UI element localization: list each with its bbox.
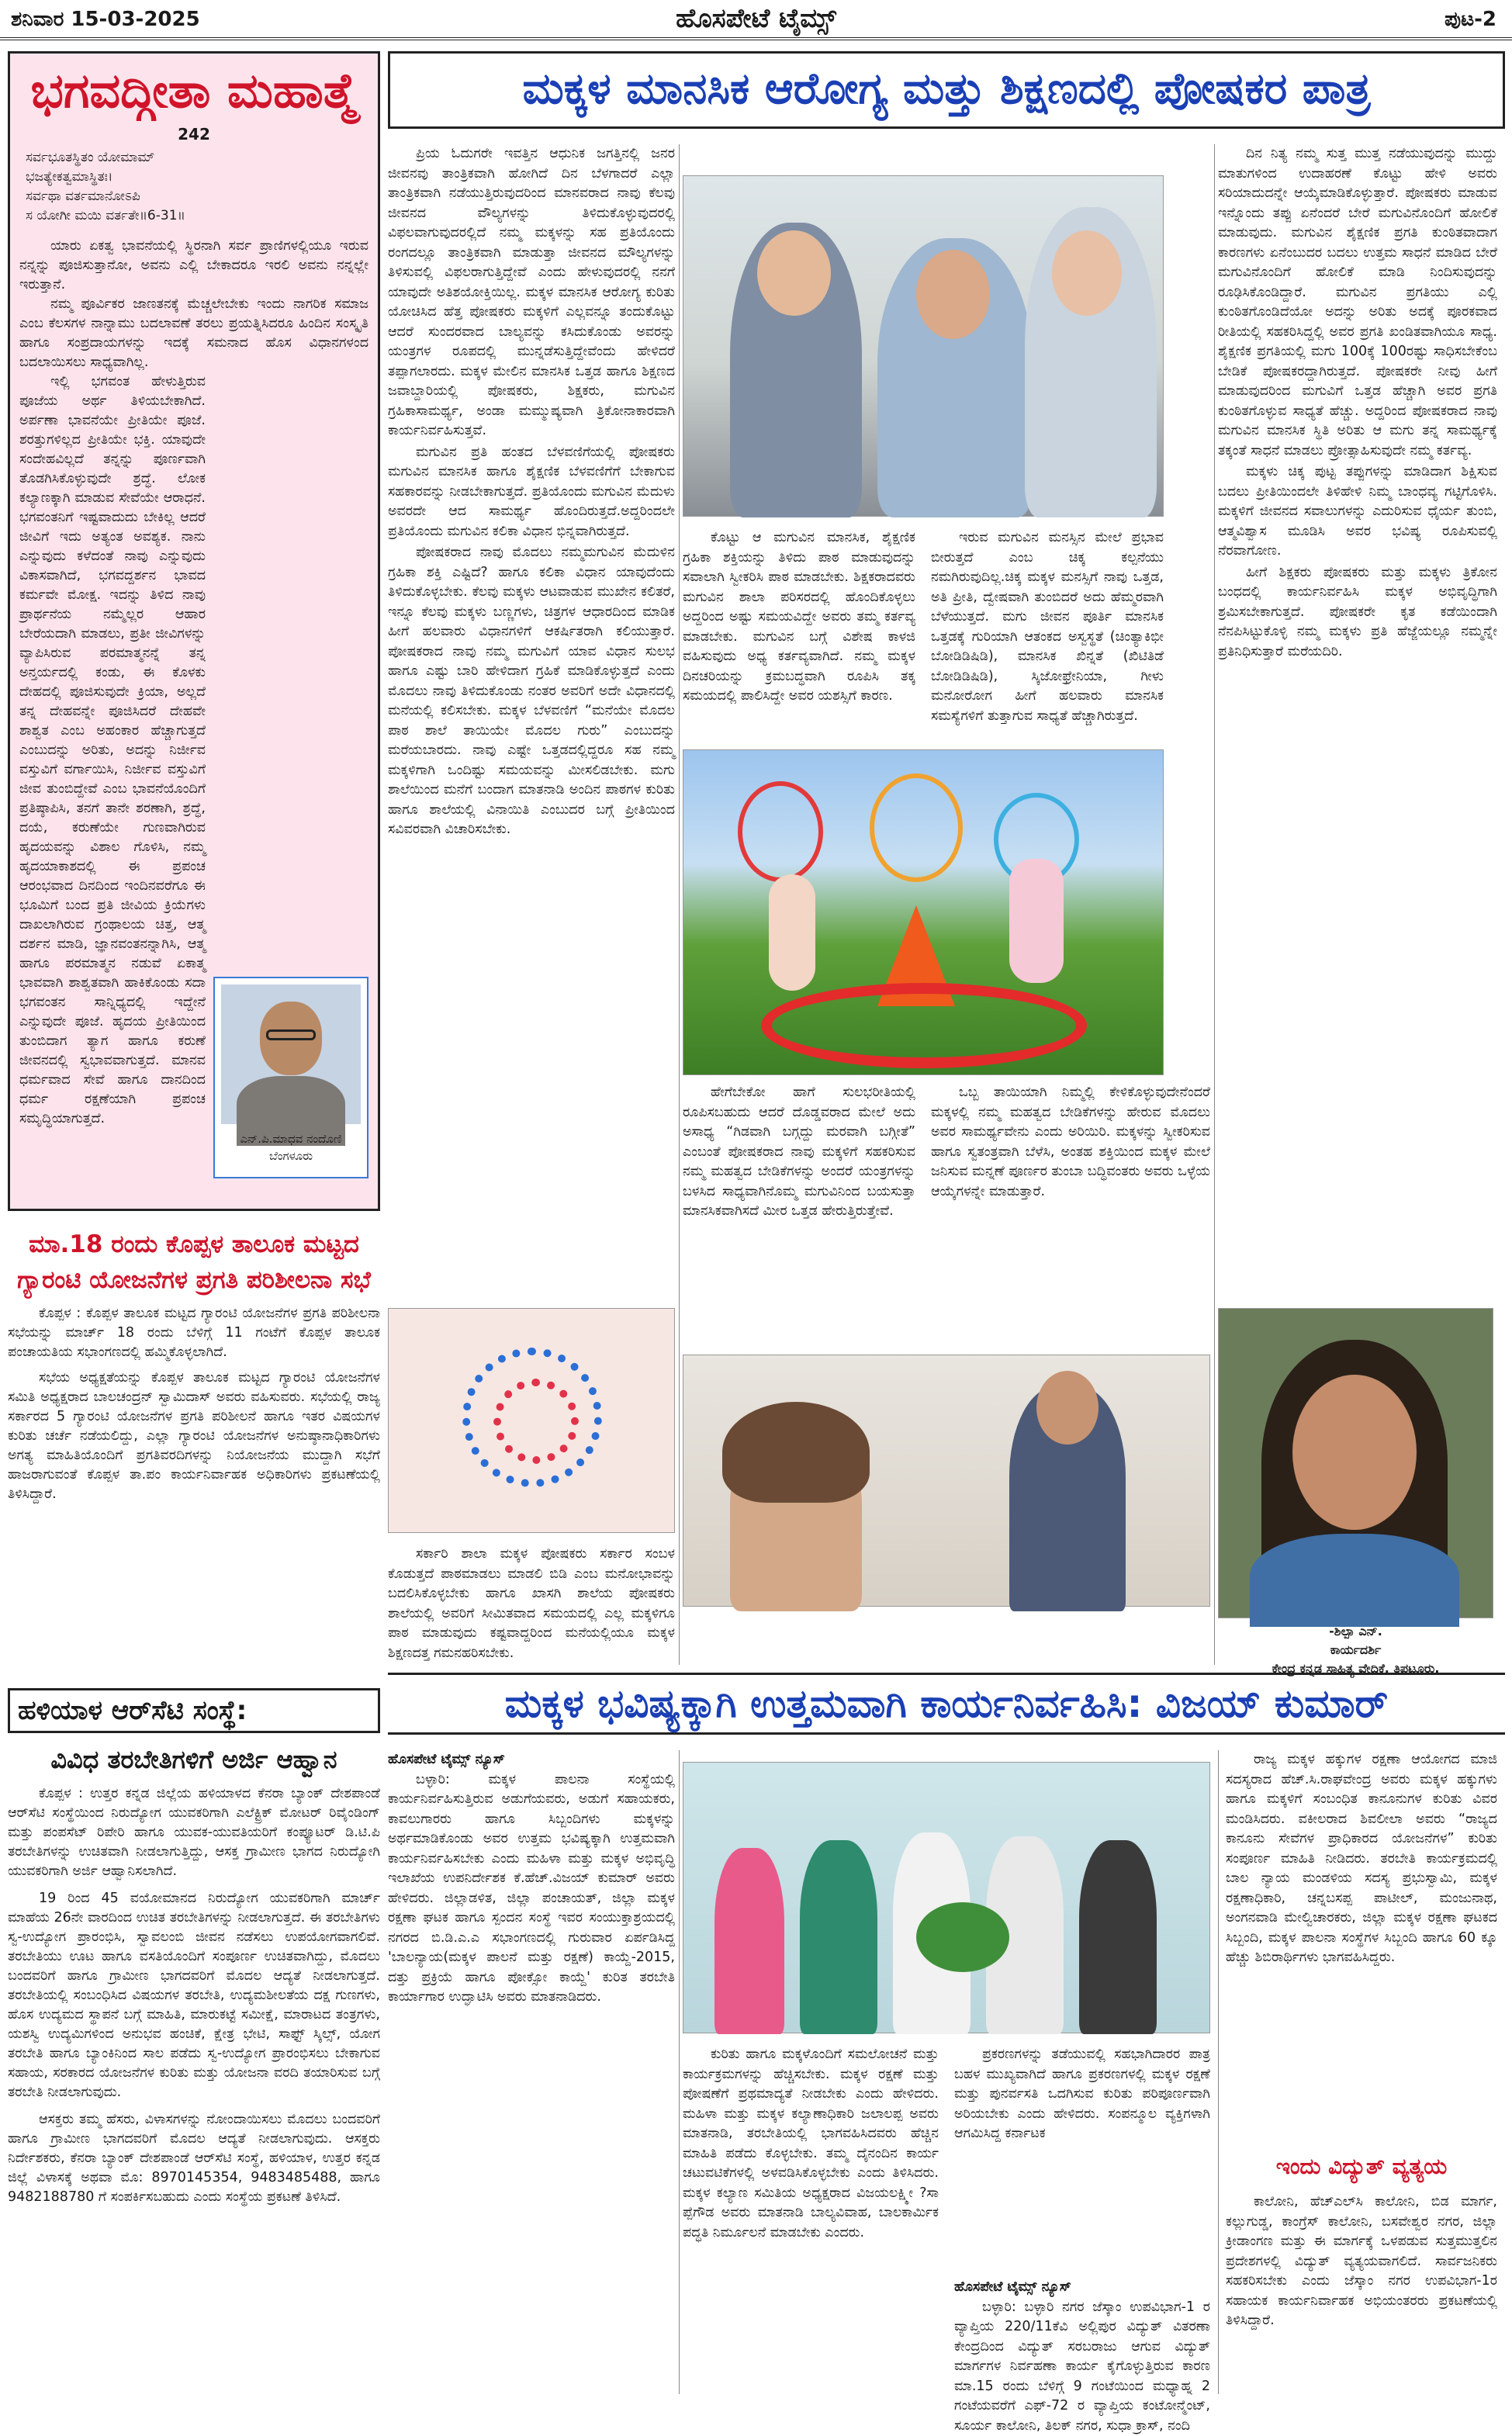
caption-role: ಕಾರ್ಯದರ್ಶಿ [1218, 1641, 1493, 1659]
caption-org: ಕೇಂದ್ರ ಕನ್ನಡ ಸಾಹಿತ್ಯ ವೇದಿಕೆ, ತಿಪಟೂರು. [1218, 1659, 1493, 1678]
main-article-para-9: ದಿನ ನಿತ್ಯ ನಮ್ಮ ಸುತ್ತ ಮುತ್ತ ನಡೆಯುವುದನ್ನು ಮುದ್ದು ಮಾತುಗಳಿಂದ ಉದಾಹರಣೆ ಕೊಟ್ಟು ಹೇಳಿ ಅವರು ಸರಿಯಾದುದನ್ನೇ ಆಯ್ಕೆಮಾಡಿಕೊಳ್ಳುತ್ತಾರೆ. ಪೋಷಕರು ಮಾಡುವ ಇನ್ನೊಂದು ತಪ್ಪು ಏನೆಂದರೆ ಬೇರೆ ಮಗುವಿನೊಂದಿಗೆ ಹೋಲಿಕೆ ಮಾಡುವುದು. ಮಗುವಿನ ಶೈಕ್ಷಣಿಕ ಪ್ರಗತಿ ಕುಂಠಿತವಾದಾಗ ಕಾರಣಗಳು ಏನೆಂಬುದರ ಬದಲು ಉತ್ತಮ ಸಾಧನೆ ಮಾಡಿದ ಬೇರೆ ಮಗುವಿನೊಂದಿಗೆ ಹೋಲಿಕೆ ಮಾಡಿ ನಿಂದಿಸುವುದನ್ನು ರೂಢಿಸಿಕೊಂಡಿದ್ದಾರೆ. ಮಗುವಿನ ಪ್ರಗತಿಯು ಎಲ್ಲಿ ಕುಂಠಿತಗೊಂಡಿದೆಯೋ ಅದನ್ನು ಅರಿತು ಅದಕ್ಕೆ ಪೂರಕವಾದ ರೀತಿಯಲ್ಲಿ ಸಹಕರಿಸಿದ್ದಲ್ಲಿ ಅವರ ಪ್ರಗತಿ ಖಂಡಿತವಾಗಿಯೂ ಸಾಧ್ಯ. ಶೈಕ್ಷಣಿಕ ಪ್ರಗತಿಯಲ್ಲಿ ಮಗು 100ಕ್ಕೆ 100ರಷ್ಟು ಸಾಧಿಸಬೇಕೆಂಬ ಬೇಡಿಕೆ ಪೋಷಕರದ್ದಾಗಿರುತ್ತದೆ. ಪೋಷಕರೇ ನೀವು ಹೀಗೆ ಮಾಡುವುದರಿಂದ ಮಗುವಿಗೆ ಒತ್ತಡ ಹೆಚ್ಚಾಗಿ ಅವರ ಪ್ರಗತಿ ಕುಂಠಿತಗೊಳ್ಳುವ ಸಾಧ್ಯತೆ ಹೆಚ್ಚು. ಅದ್ದರಿಂದ ಪೋಷಕರಾದ ನಾವು ಮಗುವಿನ ಮಾನಸಿಕ ಸ್ಥಿತಿ ಅರಿತು ಆ ಮಗು ತನ್ನ ಸಾಮರ್ಥ್ಯಕ್ಕೆ ತಕ್ಕಂತೆ ಸಾಧನೆ ಮಾಡಲು ಪ್ರೋತ್ಸಾಹಿಸುವುದೇ ನಮ್ಮ ಕರ್ತವ್ಯ. [1218, 144, 1497, 461]
power-cut-col-1 [954, 2278, 1210, 2394]
page-number: ಪುಟ-2 [1445, 8, 1496, 32]
second-article-col-2 [683, 2045, 939, 2386]
main-article-col-2a [683, 528, 915, 746]
author-photo [221, 984, 361, 1124]
guarantee-news [8, 1227, 380, 1504]
guarantee-para-1: ಕೊಪ್ಪಳ : ಕೊಪ್ಪಳ ತಾಲೂಕ ಮಟ್ಟದ ಗ್ಯಾರಂಟಿ ಯೋಜನೆಗಳ ಪ್ರಗತಿ ಪರಿಶೀಲನಾ ಸಭೆಯನ್ನು ಮಾರ್ಚ್ 18 ರಂದು ಬೆಳಿಗ್ಗೆ 11 ಗಂಟೆಗೆ ಕೊಪ್ಪಳ ತಾಲೂಕ ಪಂಚಾಯತಿಯ ಸಭಾಂಗಣದಲ್ಲಿ ಹಮ್ಮಿಕೊಳ್ಳಲಾಗಿದೆ. [8, 1304, 380, 1362]
gita-para-1: ಯಾರು ಏಕತ್ವ ಭಾವನೆಯಲ್ಲಿ ಸ್ಥಿರನಾಗಿ ಸರ್ವ ಪ್ರಾಣಿಗಳಲ್ಲಿಯೂ ಇರುವ ನನ್ನನ್ನು ಪೂಜಿಸುತ್ತಾನೋ, ಅವನು ಎಲ್ಲಿ ಬೇಕಾದರೂ ಇರಲಿ ಅವನು ನನ್ನಲ್ಲೇ ಇರುತ್ತಾನೆ. [19, 237, 368, 295]
rseti-para-2: 19 ರಿಂದ 45 ವಯೋಮಾನದ ನಿರುದ್ಯೋಗ ಯುವಕರಿಗಾಗಿ ಮಾರ್ಚ್ ಮಾಹೆಯ 26ನೇ ವಾರದಿಂದ ಉಚಿತ ತರಬೇತಿಗಳನ್ನು ನೀಡಲಾಗುತ್ತದೆ. ಈ ತರಬೇತಿಗಳು ಸ್ವ-ಉದ್ಯೋಗ ಪ್ರಾರಂಭಿಸಿ, ಸ್ವಾವಲಂಬಿ ಜೀವನ ನಡೆಸಲು ಉಪಯೋಗವಾಗಲಿವೆ. ತರಬೇತಿಯು ಊಟ ಹಾಗೂ ವಸತಿಯೊಂದಿಗೆ ಸಂಪೂರ್ಣ ಉಚಿತವಾಗಿದ್ದು, ಮೊದಲು ಬಂದವರಿಗೆ ಹಾಗೂ ಗ್ರಾಮೀಣ ಭಾಗದವರಿಗೆ ಮೊದಲ ಆದ್ಯತೆ ನೀಡಲಾಗುತ್ತದೆ. ತರಬೇತಿಯಲ್ಲಿ ಸಂಬಂಧಿಸಿದ ವಿಷಯಗಳ ತರಬೇತಿ, ಉದ್ಯಮಶೀಲತೆಯ ದಕ್ಷ ಗುಣಗಳು, ಹೊಸ ಉದ್ಯಮದ ಸ್ಥಾಪನೆ ಬಗ್ಗೆ ಮಾಹಿತಿ, ಮಾರುಕಟ್ಟೆ ಸಮೀಕ್ಷೆ, ಮಾರಾಟದ ತಂತ್ರಗಳು, ಯಶಸ್ವಿ ಉದ್ಯಮಿಗಳಿಂದ ಅನುಭವ ಹಂಚಿಕೆ, ಕ್ಷೇತ್ರ ಭೇಟಿ, ಸಾಫ್ಟ್ ಸ್ಕಿಲ್ಸ್, ಯೋಗ ತರಬೇತಿ ಹಾಗೂ ಬ್ಯಾಂಕಿನಿಂದ ಸಾಲ ಪಡೆದು ಸ್ವ-ಉದ್ಯೋಗ ಪ್ರಾರಂಭಿಸಲು ಬೇಕಾಗುವ ಸಹಾಯ, ಸರಕಾರದ ಯೋಜನೆಗಳ ಕುರಿತು ಮತ್ತು ಯೋಜನಾ ವರದಿ ತಯಾರಿಸುವ ಬಗ್ಗೆ ತರಬೇತಿ ನೀಡಲಾಗುವುದು. [8, 1889, 380, 2102]
gita-title: ಭಗವದ್ಗೀತಾ ಮಹಾತ್ಮೆ [19, 61, 368, 120]
gita-box [8, 51, 380, 1211]
column-rule [1218, 1750, 1219, 2394]
main-article-para-3: ಪೋಷಕರಾದ ನಾವು ಮೊದಲು ನಮ್ಮಮಗುವಿನ ಮೆದುಳಿನ ಗ್ರಹಿಕಾ ಶಕ್ತಿ ಎಷ್ಟಿದೆ? ಹಾಗೂ ಕಲಿಕಾ ವಿಧಾನ ಯಾವುದೆಂದು ತಿಳಿದುಕೊಳ್ಳಬೇಕು. ಕೆಲವು ಮಕ್ಕಳು ಆಟವಾಡುವ ಮುಖೇನ ಕಲಿತರೆ, ಇನ್ನೂ ಕೆಲವು ಮಕ್ಕಳು ಬಣ್ಣಗಳು, ಚಿತ್ರಗಳ ಆಧಾರದಿಂದ ಮಾಡಿಕ ಹೀಗೆ ಹಲವಾರು ವಿಧಾನಗಳಿಗೆ ಆಕರ್ಷಿತರಾಗಿ ಕಲಿಯುತ್ತಾರೆ. ಪೋಷಕರಾದ ನಾವು ನಮ್ಮ ಮಗುವಿಗೆ ಯಾವ ವಿಧಾನ ಸುಲಭ ಹಾಗೂ ಎಷ್ಟು ಬಾರಿ ಹೇಳಿದಾಗ ಗ್ರಹಿಕೆ ಮಾಡಿಕೊಳ್ಳುತ್ತದೆ ಎಂದು ಮೊದಲು ನಾವು ತಿಳಿದುಕೊಂಡು ನಂತರ ಅವರಿಗೆ ಅದೇ ವಿಧಾನದಲ್ಲಿ ಮನೆಯಲ್ಲಿ ಕಲಿಸಬೇಕು. ಮಕ್ಕಳ ಬೆಳವಣಿಗೆ “ಮನೆಯೇ ಮೊದಲ ಪಾಠ ಶಾಲೆ ತಾಯಿಯೇ ಮೊದಲ ಗುರು” ಎಂಬುದನ್ನು ಮರೆಯಬಾರದು. ನಾವು ಎಷ್ಟೇ ಒತ್ತಡದಲ್ಲಿದ್ದರೂ ಸಹ ನಮ್ಮ ಮಕ್ಕಳಿಗಾಗಿ ಒಂದಿಷ್ಟು ಸಮಯವನ್ನು ಮೀಸಲಿಡಬೇಕು. ಮಗು ಶಾಲೆಯಿಂದ ಮನೆಗೆ ಬಂದಾಗ ಮಾತನಾಡಿ ಅಂದಿನ ಪಾಠಗಳ ಕುರಿತು ಹಾಗೂ ಶಾಲೆಯಲ್ಲಿ ವಿನಾಯಿತಿ ಎಂಬುದರ ಬಗ್ಗೆ ಪ್ರೀತಿಯಿಂದ ಸವಿವರವಾಗಿ ವಿಚಾರಿಸಬೇಕು. [388, 543, 675, 840]
rseti-headline-1: ಹಳಿಯಾಳ ಆರ್‌ಸೆಟಿ ಸಂಸ್ಥೆ: [8, 1688, 380, 1733]
newspaper-name: ಹೊಸಪೇಟೆ ಟೈಮ್ಸ್ [0, 3, 1512, 34]
second-article-col-4 [1226, 1750, 1497, 2146]
main-article-col-2b [683, 1083, 915, 1300]
column-rule [1214, 144, 1215, 1665]
guarantee-para-2: ಸಭೆಯ ಅಧ್ಯಕ್ಷತೆಯನ್ನು ಕೊಪ್ಪಳ ತಾಲೂಕ ಮಟ್ಟದ ಗ್ಯಾರಂಟಿ ಯೋಜನೆಗಳ ಸಮಿತಿ ಅಧ್ಯಕ್ಷರಾದ ಬಾಲಚಂದ್ರನ್ ಸ್ವಾಮಿದಾಸ್ ಅವರು ವಹಿಸುವರು. ಸಭೆಯಲ್ಲಿ ರಾಜ್ಯ ಸರ್ಕಾರದ 5 ಗ್ಯಾರಂಟಿ ಯೋಜನೆಗಳ ಪ್ರಗತಿ ಪರಿಶೀಲನೆ ಹಾಗೂ ಇತರ ವಿಷಯಗಳ ಕುರಿತು ಚರ್ಚೆ ನಡೆಯಲಿದ್ದು, ಎಲ್ಲಾ ಗ್ಯಾರಂಟಿ ಯೋಜನೆಗಳ ಅನುಷ್ಠಾನಾಧಿಕಾರಿಗಳು ಅಗತ್ಯ ಮಾಹಿತಿಯೊಂದಿಗೆ ಪ್ರಗತಿವರದಿಗಳನ್ನು ನಿಯೋಜನೆಯ ಮುದ್ದಾಗಿ ಸಭೆಗೆ ಹಾಜರಾಗುವಂತೆ ಕೊಪ್ಪಳ ತಾ.ಪಂ ಕಾರ್ಯನಿರ್ವಾಹಕ ಅಧಿಕಾರಿಗಳು ಪ್ರಕಟಣೆಯಲ್ಲಿ ತಿಳಿಸಿದ್ದಾರೆ. [8, 1369, 380, 1504]
hoops-photo [683, 749, 1164, 1075]
column-rule [679, 144, 680, 1665]
family-photo [683, 175, 1164, 517]
left-column [8, 51, 380, 2394]
second-article-para-2: ಕುರಿತು ಹಾಗೂ ಮಕ್ಕಳೊಂದಿಗೆ ಸಮಲೋಚನೆ ಮತ್ತು ಕಾರ್ಯಕ್ರಮಗಳನ್ನು ಹೆಚ್ಚಿಸಬೇಕು. ಮಕ್ಕಳ ರಕ್ಷಣೆ ಮತ್ತು ಪೋಷಣೆಗೆ ಪ್ರಥಮಾದ್ಯತೆ ನೀಡಬೇಕು ಎಂದು ಹೇಳಿದರು. ಮಹಿಳಾ ಮತ್ತು ಮಕ್ಕಳ ಕಲ್ಯಾಣಾಧಿಕಾರಿ ಜಲಾಲಪ್ಪ ಅವರು ಮಾತನಾಡಿ, ತರಬೇತಿಯಲ್ಲಿ ಭಾಗವಹಿಸಿದವರು ಹೆಚ್ಚಿನ ಮಾಹಿತಿ ಪಡೆದು ಕೊಳ್ಳಬೇಕು. ತಮ್ಮ ದೈನಂದಿನ ಕಾರ್ಯ ಚಟುವಟಿಕೆಗಳಲ್ಲಿ ಅಳವಡಿಸಿಕೊಳ್ಳಬೇಕು ಎಂದು ತಿಳಿಸಿದರು. ಮಕ್ಕಳ ಕಲ್ಯಾಣ ಸಮಿತಿಯ ಅಧ್ಯಕ್ಷರಾದ ವಿಜಯಲಕ್ಷ್ಮೀ ?ಸಾ ಪ್ಪೆಗೌಡ ಅವರು ಮಾತನಾಡಿ ಬಾಲ್ಯವಿವಾಹ, ಬಾಲಕಾರ್ಮಿಕ ಪದ್ಧತಿ ನಿರ್ಮೂಲನೆ ಮಾಡಬೇಕು ಎಂದರು. [683, 2045, 939, 2243]
main-article-col-3a [931, 528, 1164, 746]
gita-para-3: ಇಲ್ಲಿ ಭಗವಂತ ಹೇಳುತ್ತಿರುವ ಪೂಜೆಯ ಅರ್ಥ ತಿಳಿಯಬೇಕಾಗಿದೆ. ಅರ್ಪಣಾ ಭಾವನೆಯೇ ಪ್ರೀತಿಯೇ ಪೂಜೆ. ಶರತ್ತುಗಳಿಲ್ಲದ ಪ್ರೀತಿಯೇ ಭಕ್ತಿ. ಯಾವುದೇ ಸಂದೇಹವಿಲ್ಲದೆ ತನ್ನನ್ನು ಪೂರ್ಣವಾಗಿ ತೊಡಗಿಸಿಕೊಳ್ಳುವುದೇ ಶ್ರದ್ಧೆ. ಲೋಕ ಕಲ್ಯಾಣಕ್ಕಾಗಿ ಮಾಡುವ ಸೇವೆಯೇ ಆರಾಧನೆ. ಭಗವಂತನಿಗೆ ಇಷ್ಟವಾದುದು ಬೇಕಿಲ್ಲ ಆದರೆ ಜೀವಿಗೆ ಇದು ಅತ್ಯಂತ ಅವಶ್ಯಕ. ನಾನು ಎನ್ನುವುದು ಕಳೆದಂತೆ ನಾವು ಎನ್ನುವುದು ವಿಕಾಸವಾಗಿದೆ, ಭಗವದ್ದರ್ಶನ ಭಾವದ ಕರ್ಮವೇ ಮೋಕ್ಷ. ಇದನ್ನು ತಿಳಿದ ನಾವು ಪ್ರಾರ್ಥನೆಯ ನಮ್ಮೆಲ್ಲರ ಆಹಾರ ಬೇರೆಯದಾಗಿ ಮಾಡಲು, ಪ್ರತೀ ಜೀವಿಗಳನ್ನು ವ್ಯಾಪಿಸಿರುವ ಪರಮಾತ್ಮನನ್ನೆ ತನ್ನ ಅನ್ತರ್ಯದಲ್ಲಿ ಕಂಡು, ಈ ಕೊಳಕು ದೇಹದಲ್ಲಿ ಪೂಜಿಸುವುದೇ ಕ್ರಿಯಾ, ಅಲ್ಲದೆ ತನ್ನ ದೇಹವನ್ನೇ ಪೂಜಿಸಿದರೆ ದೇಹವೇ ಶಾಶ್ವತ ಎಂಬ ಅಹಂಕಾರ ಹೆಚ್ಚಾಗುತ್ತದೆ ಎಂಬುದನ್ನು ಅರಿತು, ಅದನ್ನು ನಿರ್ಜೀವ ವಸ್ತುವಿಗೆ ವರ್ಗಾಯಿಸಿ, ನಿರ್ಜೀವ ವಸ್ತುವಿಗೆ ಜೀವ ತುಂಬಿದ್ದೇವೆ ಎಂಬ ಭಾವನೆಯೊಂದಿಗೆ ಪ್ರತಿಷ್ಠಾಪಿಸಿ, ತನಗೆ ತಾನೇ ಶರಣಾಗಿ, ಶ್ರದ್ಧೆ, ದಯೆ, ಕರುಣೆಯೇ ಗುಣವಾಗಿರುವ ಹೃದಯವನ್ನು ವಿಶಾಲ ಗೊಳಿಸಿ, ನಮ್ಮ ಹೃದಯಾಕಾಶದಲ್ಲಿ ಈ ಪ್ರಪಂಚ ಆರಂಭವಾದ ದಿನದಿಂದ ಇಂದಿನವರೆಗೂ ಈ ಭೂಮಿಗೆ ಬಂದ ಪ್ರತಿ ಜೀವಿಯ ಕ್ರಿಯೆಗಳು ದಾಖಲಾಗಿರುವ ಗ್ರಂಥಾಲಯ ಚಿತ್ತ, ಆತ್ಮ ದರ್ಶನ ಮಾಡಿ, ಜ್ಞಾನವಂತನನ್ನಾಗಿಸಿ, ಆತ್ಮ ಹಾಗೂ ಪರಮಾತ್ಮನ ನಡುವೆ ಏಕಾತ್ಮ ಭಾವವಾಗಿ ಶಾಶ್ವತವಾಗಿ ಹಾಕಿಕೊಂಡು ಸದಾ ಭಗವಂತನ ಸಾನ್ನಿಧ್ಯದಲ್ಲಿ ಇದ್ದೇನೆ ಎನ್ನುವುದೇ ಪೂಜೆ. ಹೃದಯ ಪ್ರೀತಿಯಿಂದ ತುಂಬಿದಾಗ ತ್ಯಾಗ ಹಾಗೂ ಕರುಣೆ ಜೀವನದಲ್ಲಿ ಸ್ವಭಾವವಾಗುತ್ತದೆ. ಮಾನವ ಧರ್ಮವಾದ ಸೇವೆ ಹಾಗೂ ದಾನದಿಂದ ಧರ್ಮ ರಕ್ಷಣೆಯಾಗಿ ಪ್ರಪಂಚ ಸಮೃದ್ಧಿಯಾಗುತ್ತದೆ. [19, 372, 206, 1129]
author-shilpa-photo [1218, 1308, 1493, 1618]
author-city: ಬೆಂಗಳೂರು [215, 1147, 367, 1164]
second-article-para-1: ಬಳ್ಳಾರಿ: ಮಕ್ಕಳ ಪಾಲನಾ ಸಂಸ್ಥೆಯಲ್ಲಿ ಕಾರ್ಯನಿರ್ವಹಿಸುತ್ತಿರುವ ಅಡುಗೆಯವರು, ಅಡುಗೆ ಸಹಾಯಕರು, ಕಾವಲುಗಾರರು ಹಾಗೂ ಸಿಬ್ಬಂದಿಗಳು ಮಕ್ಕಳನ್ನು ಅರ್ಥಮಾಡಿಕೊಂಡು ಅವರ ಉತ್ತಮ ಭವಿಷ್ಯಕ್ಕಾಗಿ ಉತ್ತಮವಾಗಿ ಕಾರ್ಯನಿರ್ವಹಿಸಬೇಕು ಎಂದು ಮಹಿಳಾ ಮತ್ತು ಮಕ್ಕಳ ಅಭಿವೃದ್ಧಿ ಇಲಾಖೆಯ ಉಪನಿರ್ದೇಶಕ ಕೆ.ಹೆಚ್.ವಿಜಯ್ ಕುಮಾರ್ ಅವರು ಹೇಳಿದರು. ಜಿಲ್ಲಾಡಳಿತ, ಜಿಲ್ಲಾ ಪಂಚಾಯತ್, ಜಿಲ್ಲಾ ಮಕ್ಕಳ ರಕ್ಷಣಾ ಘಟಕ ಹಾಗೂ ಸ್ಪಂದನ ಸಂಸ್ಥೆ ಇವರ ಸಂಯುಕ್ತಾಶ್ರಯದಲ್ಲಿ ನಗರದ ಬಿ.ಡಿ.ಎ.ಎ ಸಭಾಂಗಣದಲ್ಲಿ ಗುರುವಾರ ಏರ್ಪಡಿಸಿದ್ದ 'ಬಾಲನ್ಯಾಯ(ಮಕ್ಕಳ ಪಾಲನೆ ಮತ್ತು ರಕ್ಷಣೆ) ಕಾಯ್ದೆ-2015, ದತ್ತು ಪ್ರಕ್ರಿಯೆ ಹಾಗೂ ಪೋಕ್ಸೋ ಕಾಯ್ದೆ' ಕುರಿತ ತರಬೇತಿ ಕಾರ್ಯಾಗಾರ ಉದ್ಘಾಟಿಸಿ ಅವರು ಮಾತನಾಡಿದರು. [388, 1770, 675, 2008]
main-article-para-10: ಮಕ್ಕಳು ಚಿಕ್ಕ ಪುಟ್ಟ ತಪ್ಪುಗಳನ್ನು ಮಾಡಿದಾಗ ಶಿಕ್ಷಿಸುವ ಬದಲು ಪ್ರೀತಿಯಿಂದಲೇ ತಿಳಿಹೇಳಿ ನಿಮ್ಮ ಬಾಂಧವ್ಯ ಗಟ್ಟಿಗೊಳಿಸಿ. ಮಕ್ಕಳಿಗೆ ಜೀವನದ ಸವಾಲುಗಳನ್ನು ಎದುರಿಸುವ ಧೈರ್ಯ ತುಂಬಿ, ಆತ್ಮವಿಶ್ವಾಸ ಮೂಡಿಸಿ ಅವರ ಭವಿಷ್ಯ ರೂಪಿಸುವಲ್ಲಿ ನೆರವಾಗೋಣ. [1218, 462, 1497, 562]
gita-para-2: ನಮ್ಮ ಪೂರ್ವಿಕರ ಜಾಣತನಕ್ಕೆ ಮೆಚ್ಚಲೇಬೇಕು ಇಂದು ನಾಗರಿಕ ಸಮಾಜ ಎಂಬ ಕೆಲಸಗಳ ನಾನ್ನಾಮು ಬದಲಾವಣೆ ತರಲು ಪ್ರಯತ್ನಿಸಿದರೂ ಹಿಂದಿನ ಸಂಸ್ಕೃತಿ ಹಾಗೂ ಸಂಪ್ರದಾಯಗಳನ್ನು ಇದಕ್ಕೆ ಸಮನಾದ ಹೊಸ ವಿಧಾನಗಳಂದ ಬದಲಾಯಿಸಲು ಸಾಧ್ಯವಾಗಿಲ್ಲ. [19, 295, 368, 372]
caption-name: -ಶಿಲ್ಪಾ ಎನ್. [1218, 1622, 1493, 1641]
second-article-para-4: ರಾಜ್ಯ ಮಕ್ಕಳ ಹಕ್ಕುಗಳ ರಕ್ಷಣಾ ಆಯೋಗದ ಮಾಜಿ ಸದಸ್ಯರಾದ ಹೆಚ್.ಸಿ.ರಾಘವೇಂದ್ರ ಅವರು ಮಕ್ಕಳ ಹಕ್ಕುಗಳು ಹಾಗೂ ಮಕ್ಕಳಿಗೆ ಸಂಬಂಧಿತ ಕಾನೂನುಗಳ ಕುರಿತು ವಿವರ ಮಂಡಿಸಿದರು. ವಕೀಲರಾದ ಶಿವಲೀಲಾ ಅವರು “ರಾಜ್ಯದ ಕಾನೂನು ಸೇವೆಗಳ ಪ್ರಾಧಿಕಾರದ ಯೋಜನೆಗಳ” ಕುರಿತು ಸಂಪೂರ್ಣ ಮಾಹಿತಿ ನೀಡಿದರು. ತರಬೇತಿ ಕಾರ್ಯಕ್ರಮದಲ್ಲಿ ಬಾಲ ನ್ಯಾಯ ಮಂಡಳಿಯ ಸದಸ್ಯ ಪ್ರಭುಸ್ವಾಮಿ, ಮಕ್ಕಳ ರಕ್ಷಣಾಧಿಕಾರಿ, ಚನ್ನಬಸಪ್ಪ ಪಾಟೀಲ್, ಮಂಜುನಾಥ, ಅಂಗನವಾಡಿ ಮೇಲ್ವಿಚಾರಕರು, ಜಿಲ್ಲಾ ಮಕ್ಕಳ ರಕ್ಷಣಾ ಘಟಕದ ಸಿಬ್ಬಂದಿ, ಮಕ್ಕಳ ಪಾಲನಾ ಸಂಸ್ಥೆಗಳ ಸಿಬ್ಬಂದಿ ಹಾಗೂ 60 ಕ್ಕೂ ಹೆಚ್ಚು ಶಿಬಿರಾರ್ಥಿಗಳು ಭಾಗವಹಿಸಿದ್ದರು. [1226, 1750, 1497, 1968]
author-name: ಎನ್.ಪಿ.ಮಾಧವ ನಂದೊಣಿ [215, 1130, 367, 1147]
author-shilpa-caption [1218, 1622, 1493, 1678]
author-photo-box [213, 977, 368, 1178]
rseti-para-1: ಕೊಪ್ಪಳ : ಉತ್ತರ ಕನ್ನಡ ಜಿಲ್ಲೆಯ ಹಳಿಯಾಳದ ಕೆನರಾ ಬ್ಯಾಂಕ್ ದೇಶಪಾಂಡೆ ಆರ್‌ಸೆಟಿ ಸಂಸ್ಥೆಯಿಂದ ನಿರುದ್ಯೋಗ ಯುವಕರಿಗಾಗಿ ಎಲೆಕ್ಟ್ರಿಕ್ ಮೋಟರ್ ರಿವೈಂಡಿಂಗ್ ಮತ್ತು ಪಂಪಸೆಟ್ ರಿಪೇರಿ ಹಾಗೂ ಯುವಕ-ಯುವತಿಯರಿಗೆ ಕಂಪ್ಯೂಟರ್ ಡಿ.ಟಿ.ಪಿ ತರಬೇತಿಗಳನ್ನು ಉಚಿತವಾಗಿ ನೀಡಲಾಗುತ್ತಿದ್ದು, ಆಸಕ್ತ ಗ್ರಾಮೀಣ ಭಾಗದ ನಿರುದ್ಯೋಗಿ ಯುವಕರಿಗಾಗಿ ಅರ್ಜಿ ಆಹ್ವಾನಿಸಲಾಗಿದೆ. [8, 1784, 380, 1881]
second-article-col-1 [388, 1750, 675, 2386]
main-article-para-4: ಸರ್ಕಾರಿ ಶಾಲಾ ಮಕ್ಕಳ ಪೋಷಕರು ಸರ್ಕಾರ ಸಂಬಳ ಕೊಡುತ್ತದೆ ಪಾಠಮಾಡಲು ಮಾಡಲಿ ಬಿಡಿ ಎಂಬ ಮನೋಭಾವನ್ನು ಬದಲಿಸಿಕೊಳ್ಳಬೇಕು ಹಾಗೂ ಖಾಸಗಿ ಶಾಲೆಯ ಪೋಷಕರು ಶಾಲೆಯಲ್ಲಿ ಅವರಿಗೆ ಸೀಮಿತವಾದ ಸಮಯದಲ್ಲಿ ಎಲ್ಲ ಮಕ್ಕಳಿಗೂ ಪಾಠ ಮಾಡುವುದು ಕಷ್ಟವಾದ್ದರಿಂದ ಮನೆಯಲ್ಲಿಯೂ ಮಕ್ಕಳ ಶಿಕ್ಷಣದತ್ತ ಗಮನಹರಿಸಬೇಕು. [388, 1545, 675, 1663]
rseti-para-3: ಆಸಕ್ತರು ತಮ್ಮ ಹೆಸರು, ವಿಳಾಸಗಳನ್ನು ನೋಂದಾಯಿಸಲು ಮೊದಲು ಬಂದವರಿಗೆ ಹಾಗೂ ಗ್ರಾಮೀಣ ಭಾಗದವರಿಗೆ ಮೊದಲ ಆದ್ಯತೆ ನೀಡಲಾಗುವುದು. ಆಸಕ್ತರು ನಿರ್ದೇಶಕರು, ಕೆನರಾ ಬ್ಯಾಂಕ್ ದೇಶಪಾಂಡೆ ಆರ್‌ಸೆಟಿ ಸಂಸ್ಥೆ, ಹಳಿಯಾಳ, ಉತ್ತರ ಕನ್ನಡ ಜಿಲ್ಲೆ ವಿಳಾಸಕ್ಕೆ ಅಥವಾ ಮೊ: 8970145354, 9483485488, ಹಾಗೂ 9482188780 ಗೆ ಸಂಪರ್ಕಿಸಬಹುದು ಎಂದು ಸಂಸ್ಥೆಯ ಪ್ರಕಟಣೆ ತಿಳಿಸಿದೆ. [8, 2110, 380, 2207]
issue-date: ಶನಿವಾರ 15-03-2025 [11, 8, 200, 32]
second-headline: ಮಕ್ಕಳ ಭವಿಷ್ಯಕ್ಕಾಗಿ ಉತ್ತಮವಾಗಿ ಕಾರ್ಯನಿರ್ವಹಿಸಿ: ವಿಜಯ್ ಕುಮಾರ್ [388, 1673, 1505, 1735]
gita-number: 242 [19, 125, 368, 144]
tangled-mind-illustration [388, 1308, 675, 1533]
power-cut-para-1: ಬಳ್ಳಾರಿ: ಬಳ್ಳಾರಿ ನಗರ ಜೆಸ್ಕಾಂ ಉಪವಿಭಾಗ-1 ರ ವ್ಯಾಪ್ತಿಯ 220/11ಕೆವಿ ಅಲ್ಲಿಪುರ ವಿದ್ಯುತ್ ವಿತರಣಾ ಕೇಂದ್ರದಿಂದ ವಿದ್ಯುತ್ ಸರಬರಾಜು ಆಗುವ ವಿದ್ಯುತ್ ಮಾರ್ಗಗಳ ನಿರ್ವಹಣಾ ಕಾರ್ಯ ಕೈಗೊಳ್ಳುತ್ತಿರುವ ಕಾರಣ ಮಾ.15 ರಂದು ಬೆಳಿಗ್ಗೆ 9 ಗಂಟೆಯಿಂದ ಮಧ್ಯಾಹ್ನ 2 ಗಂಟೆಯವರೆಗೆ ಎಫ್-72 ರ ವ್ಯಾಪ್ತಿಯ ಕಂಟೋನ್ಮೆಂಟ್, ಸೂರ್ಯ ಕಾಲೋನಿ, ತಿಲಕ್ ನಗರ, ಸುಧಾ ಕ್ರಾಸ್, ನಂದಿ [954, 2298, 1210, 2436]
power-cut-byline: ಹೊಸಪೇಟೆ ಟೈಮ್ಸ್ ನ್ಯೂಸ್ [954, 2278, 1210, 2298]
event-photo [683, 1762, 1210, 2033]
main-article-col-1 [388, 144, 675, 1300]
main-article-para-6: ಇರುವ ಮಗುವಿನ ಮನಸ್ಸಿನ ಮೇಲೆ ಪ್ರಭಾವ ಬೀರುತ್ತದೆ ಎಂಬ ಚಿಕ್ಕ ಕಲ್ಪನೆಯು ನಮಗಿರುವುದಿಲ್ಲ.ಚಿಕ್ಕ ಮಕ್ಕಳ ಮನಸ್ಸಿಗೆ ನಾವು ಒತ್ತಡ, ಅತಿ ಪ್ರೀತಿ, ದ್ವೇಷವಾಗಿ ತುಂಬಿದರೆ ಅದು ಹೆಮ್ಮರವಾಗಿ ಬೆಳೆಯುತ್ತದೆ. ಮಗು ಜೀವನ ಪೂರ್ತಿ ಮಾನಸಿಕ ಒತ್ತಡಕ್ಕೆ ಗುರಿಯಾಗಿ ಆತಂಕದ ಅಸ್ವಸ್ಥತೆ (ಚಿಂತ್ಯಾಕಿಭೀ ಬೋಡಿಡಿಷಿಡಿ), ಮಾನಸಿಕ ಖಿನ್ನತೆ (ಖಿಟಿತಿಡೆ ಬೋಡಿಡಿಷಿಡಿ), ಸ್ಕಿಜೋಫ್ರೇನಿಯಾ, ಗೀಳು ಮನೋರೋಗ ಹೀಗೆ ಹಲವಾರು ಮಾನಸಿಕ ಸಮಸ್ಯೆಗಳಿಗೆ ತುತ್ತಾಗುವ ಸಾಧ್ಯತೆ ಹೆಚ್ಚಾಗಿರುತ್ತದೆ. [931, 528, 1164, 726]
main-article-para-7: ಹೇಗೆಬೇಕೋ ಹಾಗೆ ಸುಲಭರೀತಿಯಲ್ಲಿ ರೂಪಿಸಬಹುದು ಆದರೆ ದೊಡ್ಡವರಾದ ಮೇಲೆ ಅದು ಅಸಾಧ್ಯ “ಗಿಡವಾಗಿ ಬಗ್ಗದ್ದು ಮರವಾಗಿ ಬಗ್ಗೀತೆ” ಎಂಬಂತೆ ಪೋಷಕರಾದ ನಾವು ಮಕ್ಕಳಿಗೆ ಸಹಕರಿಸುವ ನಮ್ಮ ಮಹತ್ವದ ಬೇಡಿಕೆಗಳನ್ನು ಅಂದರೆ ಯಂತ್ರಗಳನ್ನು ಬಳಸಿದ ಸಾಧ್ಯವಾಗಿನೊಮ್ಮ ಮಗುವಿನಿಂದ ಬಯಸುತ್ತಾ ಮಾನಸಿಕವಾಗಿಸದೆ ಮೀರ ಒತ್ತಡ ಹೇರುತ್ತಿರುತ್ತೇವೆ. [683, 1083, 915, 1222]
power-cut-col-2 [1226, 2192, 1497, 2394]
masthead [0, 0, 1512, 40]
main-article-col-4 [1218, 144, 1497, 1300]
second-article-byline: ಹೊಸಪೇಟೆ ಟೈಮ್ಸ್ ನ್ಯೂಸ್ [388, 1750, 675, 1770]
arguing-parents-photo [683, 1355, 1210, 1607]
rseti-headline-2: ವಿವಿಧ ತರಬೇತಿಗಳಿಗೆ ಅರ್ಜಿ ಆಹ್ವಾನ [8, 1742, 380, 1777]
power-cut-headline: ಇಂದು ವಿದ್ಯುತ್ ವ್ಯತ್ಯಯ [1226, 2154, 1497, 2180]
column-rule [679, 1750, 680, 2394]
main-headline: ಮಕ್ಕಳ ಮಾನಸಿಕ ಆರೋಗ್ಯ ಮತ್ತು ಶಿಕ್ಷಣದಲ್ಲಿ ಪೋಷಕರ ಪಾತ್ರ [388, 51, 1505, 129]
main-article-para-5: ಕೊಟ್ಟು ಆ ಮಗುವಿನ ಮಾನಸಿಕ, ಶೈಕ್ಷಣಿಕ ಗ್ರಹಿಕಾ ಶಕ್ತಿಯನ್ನು ತಿಳಿದು ಪಾಠ ಮಾಡುವುದನ್ನು ಸವಾಲಾಗಿ ಸ್ವೀಕರಿಸಿ ಪಾಠ ಮಾಡಬೇಕು. ಶಿಕ್ಷಕರಾದವರು ಮಗುವಿನ ಶಾಲಾ ಪರಿಸರದಲ್ಲಿ ಹೊಂದಿಕೊಳ್ಳಲು ಅದ್ದರಿಂದ ಅಷ್ಟು ಸಮಯವಿದ್ದೇ ಅವರು ತಮ್ಮ ಕರ್ತವ್ಯ ಮಾಡಬೇಕು. ಮಗುವಿನ ಬಗ್ಗೆ ವಿಶೇಷ ಕಾಳಜಿ ವಹಿಸುವುದು ಅಧ್ಯ ಕರ್ತವ್ಯವಾಗಿದೆ. ನಮ್ಮ ಮಕ್ಕಳ ದಿನಚರಿಯನ್ನು ಕ್ರಮಬದ್ಧವಾಗಿ ರೂಪಿಸಿ ತಕ್ಕ ಸಮಯದಲ್ಲಿ ಪಾಲಿಸಿದ್ದೇ ಅವರ ಯಶಸ್ಸಿಗೆ ಕಾರಣ. [683, 528, 915, 707]
main-article-col-1-tail [388, 1545, 675, 1665]
main-article-para-2: ಮಗುವಿನ ಪ್ರತಿ ಹಂತದ ಬೆಳವಣಿಗೆಯಲ್ಲಿ ಪೋಷಕರು ಮಗುವಿನ ಮಾನಸಿಕ ಹಾಗೂ ಶೈಕ್ಷಣಿಕ ಬೆಳವಣಿಗೆಗೆ ಬೇಕಾಗುವ ಸಹಕಾರವನ್ನು ನೀಡಬೇಕಾಗುತ್ತದೆ. ಪ್ರತಿಯೊಂದು ಮಗುವಿನ ಮೆದುಳು ಅವರದೇ ಆದ ಸಾಮರ್ಥ್ಯ ಹೊಂದಿರುತ್ತದೆ.ಅದ್ದರಿಂದಲೇ ಪ್ರತಿಯೊಂದು ಮಗುವಿನ ಕಲಿಕಾ ವಿಧಾನ ಭಿನ್ನವಾಗಿರುತ್ತದೆ. [388, 443, 675, 542]
gita-verse: ಸರ್ವಭೂತಸ್ಥಿತಂ ಯೋಮಾಮ್ ಭಜತ್ಯೇಕತ್ವಮಾಸ್ಥಿತಃ। ಸರ್ವಥಾ ವರ್ತಮಾನೋಽಪಿ ಸ ಯೋಗೀ ಮಯಿ ವರ್ತತೇ॥6-31॥ [26, 148, 368, 226]
main-article-para-1: ಪ್ರಿಯ ಓದುಗರೇ ಇವತ್ತಿನ ಆಧುನಿಕ ಜಗತ್ತಿನಲ್ಲಿ ಜನರ ಜೀವನವು ತಾಂತ್ರಿಕವಾಗಿ ಹೋಗಿದೆ ದಿನ ಬೆಳಗಾದರೆ ಎಲ್ಲಾ ತಾಂತ್ರಿಕವಾಗಿ ನಡೆಯುತ್ತಿರುವುದರಿಂದ ಮಾನವರಾದ ನಾವು ಕೆಲವು ಜೀವನದ ವೌಲ್ಯಗಳನ್ನು ತಿಳಿದುಕೊಳ್ಳುವುದರಲ್ಲಿ ವಿಫಲವಾಗುವುದರಲ್ಲಿದೆ ನಮ್ಮ ಮಕ್ಕಳನ್ನು ಸಹ ಪ್ರತಿಯೊಂದು ರಂಗದಲ್ಲೂ ತಾಂತ್ರಿಕವಾಗಿ ಮಾಡುತ್ತಾ ಜೀವನದ ಮೌಲ್ಯಗಳನ್ನು ತಿಳಿಸುವಲ್ಲಿ ವಿಫಲರಾಗುತ್ತಿದ್ದೇವೆ ಎಂದು ಹೇಳುವುದರಲ್ಲಿ ನನಗೆ ಯಾವುದೇ ಅತಿಶಯೋಕ್ತಿಯಿಲ್ಲ. ಮಕ್ಕಳ ಮಾನಸಿಕ ಆರೋಗ್ಯ ಕುರಿತು ಯೋಚಿಸಿದ ಹೆತ್ತ ಪೋಷಕರು ಮಕ್ಕಳಿಗೆ ಎಲ್ಲವನ್ನೂ ತಂದುಕೊಟ್ಟು ಆದರೆ ಸುಂದರವಾದ ಬಾಲ್ಯವನ್ನು ಕಸಿದುಕೊಂಡು ಅವರನ್ನು ಯಂತ್ರಗಳ ರೂಪದಲ್ಲಿ ಮುನ್ನಡೆಸುತ್ತಿದ್ದೇವೆಂದು ಹೇಳಿದರೆ ತಪ್ಪಾಗಲಾರದು. ಮಕ್ಕಳ ಮೇಲಿನ ಮಾನಸಿಕ ಒತ್ತಡ ಹಾಗೂ ಶಿಕ್ಷಣದ ಜವಾಬ್ದಾರಿಯಲ್ಲಿ ಪೋಷಕರು, ಶಿಕ್ಷಕರು, ಮಗುವಿನ ಗ್ರಹಿಕಾಸಾಮರ್ಥ್ಯ, ಅಂಡಾ ಮಮ್ಮುಷ್ಯವಾಗಿ ತ್ರಿಕೋನಾಕಾರವಾಗಿ ಕಾರ್ಯನಿರ್ವಹಿಸುತ್ತವೆ. [388, 144, 675, 441]
second-article-para-3: ಪ್ರಕರಣಗಳನ್ನು ತಡೆಯುವಲ್ಲಿ ಸಹಭಾಗಿದಾರರ ಪಾತ್ರ ಬಹಳ ಮುಖ್ಯವಾಗಿದೆ ಹಾಗೂ ಪ್ರಕರಣಗಳಲ್ಲಿ ಮಕ್ಕಳ ರಕ್ಷಣೆ ಮತ್ತು ಪುನರ್ವಸತಿ ಒದಗಿಸುವ ಕುರಿತು ಪರಿಪೂರ್ಣವಾಗಿ ಅರಿಯಬೇಕು ಎಂದು ಹೇಳಿದರು. ಸಂಪನ್ಮೂಲ ವ್ಯಕ್ತಿಗಳಾಗಿ ಆಗಮಿಸಿದ್ದ ಕರ್ನಾಟಕ [954, 2045, 1210, 2144]
second-article-col-3 [954, 2045, 1210, 2270]
guarantee-headline: ಮಾ.18 ರಂದು ಕೊಪ್ಪಳ ತಾಲೂಕ ಮಟ್ಟದ ಗ್ಯಾರಂಟಿ ಯೋಜನೆಗಳ ಪ್ರಗತಿ ಪರಿಶೀಲನಾ ಸಭೆ [8, 1227, 380, 1298]
author-caption [215, 1130, 367, 1164]
rseti-news [8, 1688, 380, 2207]
main-article-col-3b [931, 1083, 1210, 1300]
main-article-para-11: ಹೀಗೆ ಶಿಕ್ಷಕರು ಪೋಷಕರು ಮತ್ತು ಮಕ್ಕಳು ತ್ರಿಕೋನ ಬಂಧದಲ್ಲಿ ಕಾರ್ಯನಿರ್ವಹಿಸಿ ಮಕ್ಕಳ ಅಭಿವೃದ್ಧಿಗಾಗಿ ಶ್ರಮಿಸಬೇಕಾಗುತ್ತದೆ. ಪೋಷಕರೇ ಕೃತ ಕಡೆಯಿಂದಾಗಿ ನೆನಪಿಸಿಟ್ಟುಕೊಳ್ಳಿ ನಮ್ಮ ಮಕ್ಕಳು ಪ್ರತಿ ಹೆಜ್ಜೆಯಲ್ಲೂ ನಮ್ಮನ್ನೇ ಪ್ರತಿನಿಧಿಸುತ್ತಾರೆ ಮರೆಯದಿರಿ. [1218, 563, 1497, 663]
main-article-para-8: ಒಬ್ಬ ತಾಯಿಯಾಗಿ ನಿಮ್ಮಲ್ಲಿ ಕೇಳಿಕೊಳ್ಳುವುದೇನೆಂದರೆ ಮಕ್ಕಳಲ್ಲಿ ನಮ್ಮ ಮಹತ್ವದ ಬೇಡಿಕೆಗಳನ್ನು ಹೇರುವ ಮೊದಲು ಅವರ ಸಾಮರ್ಥ್ಯವೇನು ಎಂದು ಅರಿಯಿರಿ. ಮಕ್ಕಳನ್ನು ಸ್ವೀಕರಿಸುವ ಹಾಗೂ ಸ್ವತಂತ್ರವಾಗಿ ಬೆಳೆಸಿ, ಅಂತಹ ಶಕ್ತಿಯಿಂದ ಮಕ್ಕಳ ಮೇಲೆ ಜನಿಸುವ ಮನ್ನಣೆ ಪೂರ್ಣರ ತುಂಬಾ ಬದ್ಧಿವಂತರು ಅವರು ಒಳ್ಳೆಯ ಆಯ್ಕೆಗಳನ್ನೇ ಮಾಡುತ್ತಾರೆ. [931, 1083, 1210, 1202]
right-column [388, 51, 1505, 2394]
power-cut-para-2: ಕಾಲೋನಿ, ಹೆಚ್‌ಎಲ್‌ಸಿ ಕಾಲೋನಿ, ಬಿಡ ಮಾರ್ಗ, ಕಲ್ಲುಗುಡ್ಡ, ಕಾಂಗ್ರೆಸ್ ಕಾಲೋನಿ, ಬಸವೇಶ್ವರ ನಗರ, ಜಿಲ್ಲಾ ಕ್ರೀಡಾಂಗಣ ಮತ್ತು ಈ ಮಾರ್ಗಕ್ಕೆ ಒಳಪಡುವ ಸುತ್ತಮುತ್ತಲಿನ ಪ್ರದೇಶಗಳಲ್ಲಿ ವಿದ್ಯುತ್ ವ್ಯತ್ಯಯವಾಗಲಿದೆ. ಸಾರ್ವಜನಿಕರು ಸಹಕರಿಸಬೇಕು ಎಂದು ಜೆಸ್ಕಾಂ ನಗರ ಉಪವಿಭಾಗ-1ರ ಸಹಾಯಕ ಕಾರ್ಯನಿರ್ವಾಹಕ ಅಭಿಯಂತರರು ಪ್ರಕಟಣೆಯಲ್ಲಿ ತಿಳಿಸಿದ್ದಾರೆ. [1226, 2192, 1497, 2331]
